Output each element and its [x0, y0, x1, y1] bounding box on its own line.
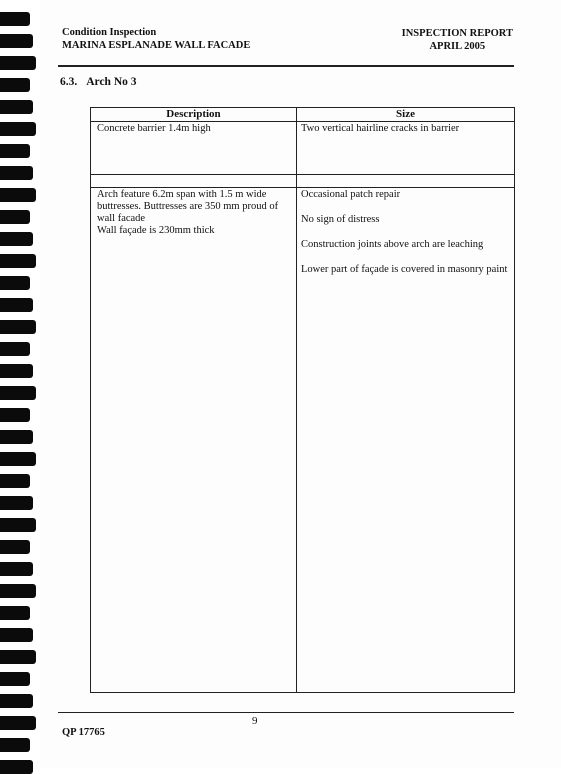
row-divider — [91, 187, 514, 188]
page-number: 9 — [252, 715, 258, 727]
row-divider — [91, 174, 514, 175]
section-title: Arch No 3 — [86, 76, 137, 88]
binding-tab — [0, 474, 30, 488]
binding-tab — [0, 386, 36, 400]
binding-tab — [0, 496, 33, 510]
binding-tab — [0, 122, 36, 136]
binding-tab — [0, 606, 30, 620]
binding-tab — [0, 672, 30, 686]
binding-tab — [0, 188, 36, 202]
header-date: APRIL 2005 — [429, 41, 486, 52]
spiral-binding — [0, 0, 40, 768]
header-right — [402, 27, 513, 53]
header-subject: Condition Inspection — [62, 27, 157, 38]
binding-tab — [0, 34, 33, 48]
document-code: QP 17765 — [62, 727, 105, 738]
binding-tab — [0, 254, 36, 268]
binding-tab — [0, 408, 30, 422]
size-text: Lower part of façade is covered in masonry paint — [301, 264, 508, 275]
size-text: Construction joints above arch are leaching — [301, 239, 484, 250]
header-report-type: INSPECTION REPORT — [401, 28, 513, 39]
binding-tab — [0, 650, 36, 664]
binding-tab — [0, 276, 30, 290]
size-text: Two vertical hairline cracks in barrier — [301, 123, 460, 134]
binding-tab — [0, 144, 30, 158]
table-row-1-description — [93, 123, 296, 135]
section-heading — [60, 76, 137, 88]
section-number: 6.3. — [60, 76, 78, 88]
binding-tab — [0, 518, 36, 532]
binding-tab — [0, 232, 33, 246]
header-project: MARINA ESPLANADE WALL FACADE — [62, 40, 251, 51]
binding-tab — [0, 760, 33, 774]
binding-tab — [0, 166, 33, 180]
size-text: Occasional patch repair — [301, 189, 401, 200]
binding-tab — [0, 716, 36, 730]
header-left — [62, 26, 250, 52]
footer-divider — [58, 712, 514, 713]
table-row-1-size — [297, 123, 514, 135]
binding-tab — [0, 452, 36, 466]
binding-tab — [0, 364, 33, 378]
header-divider — [58, 65, 514, 67]
binding-tab — [0, 100, 33, 114]
binding-tab — [0, 12, 30, 26]
table-row-2-size — [297, 189, 514, 289]
description-text: Concrete barrier 1.4m high — [97, 123, 211, 134]
binding-tab — [0, 56, 36, 70]
binding-tab — [0, 342, 30, 356]
binding-tab — [0, 628, 33, 642]
inspection-table — [90, 107, 515, 693]
binding-tab — [0, 584, 36, 598]
binding-tab — [0, 320, 36, 334]
binding-tab — [0, 562, 33, 576]
binding-tab — [0, 298, 33, 312]
header-row-divider — [91, 121, 514, 122]
binding-tab — [0, 540, 30, 554]
description-text: Arch feature 6.2m span with 1.5 m wide buttresses. Buttresses are 350 mm proud of wall facade — [97, 189, 279, 224]
binding-tab — [0, 694, 33, 708]
size-text: No sign of distress — [301, 214, 380, 225]
binding-tab — [0, 430, 33, 444]
table-row-2-description — [93, 189, 296, 237]
binding-tab — [0, 738, 30, 752]
binding-tab — [0, 78, 30, 92]
description-text: Wall façade is 230mm thick — [97, 225, 215, 236]
binding-tab — [0, 210, 30, 224]
column-header-description: Description — [166, 108, 221, 120]
column-header-size: Size — [396, 108, 415, 120]
